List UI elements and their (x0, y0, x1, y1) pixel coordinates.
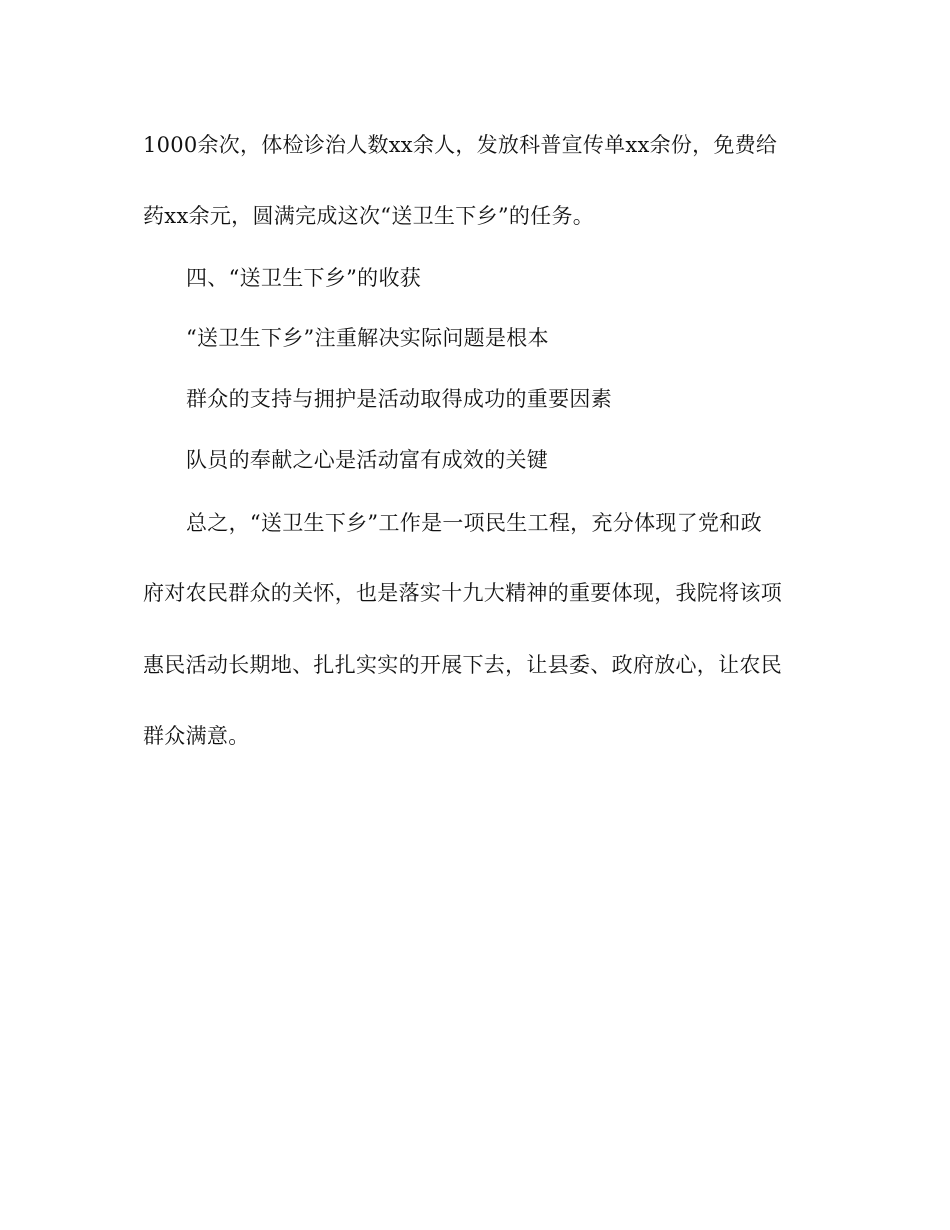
subheading-line: 群众的支持与拥护是活动取得成功的重要因素 (186, 387, 612, 411)
section-heading: 四、“送卫生下乡”的收获 (186, 266, 422, 290)
subheading-line: 队员的奉献之心是活动富有成效的关键 (186, 448, 549, 472)
body-text-line: 药xx余元，圆满完成这次“送卫生下乡”的任务。 (143, 204, 595, 228)
paragraph-first-line: 总之，“送卫生下乡”工作是一项民生工程，充分体现了党和政 (186, 511, 762, 535)
subheading-line: “送卫生下乡”注重解决实际问题是根本 (186, 326, 549, 350)
body-text-line: 府对农民群众的关怀，也是落实十九大精神的重要体现，我院将该项 (143, 581, 782, 605)
body-text-line: 1000余次，体检诊治人数xx余人，发放科普宣传单xx余份，免费给 (143, 133, 778, 157)
body-text-line: 群众满意。 (143, 724, 250, 748)
body-text-line: 惠民活动长期地、扎扎实实的开展下去，让县委、政府放心，让农民 (143, 653, 782, 677)
